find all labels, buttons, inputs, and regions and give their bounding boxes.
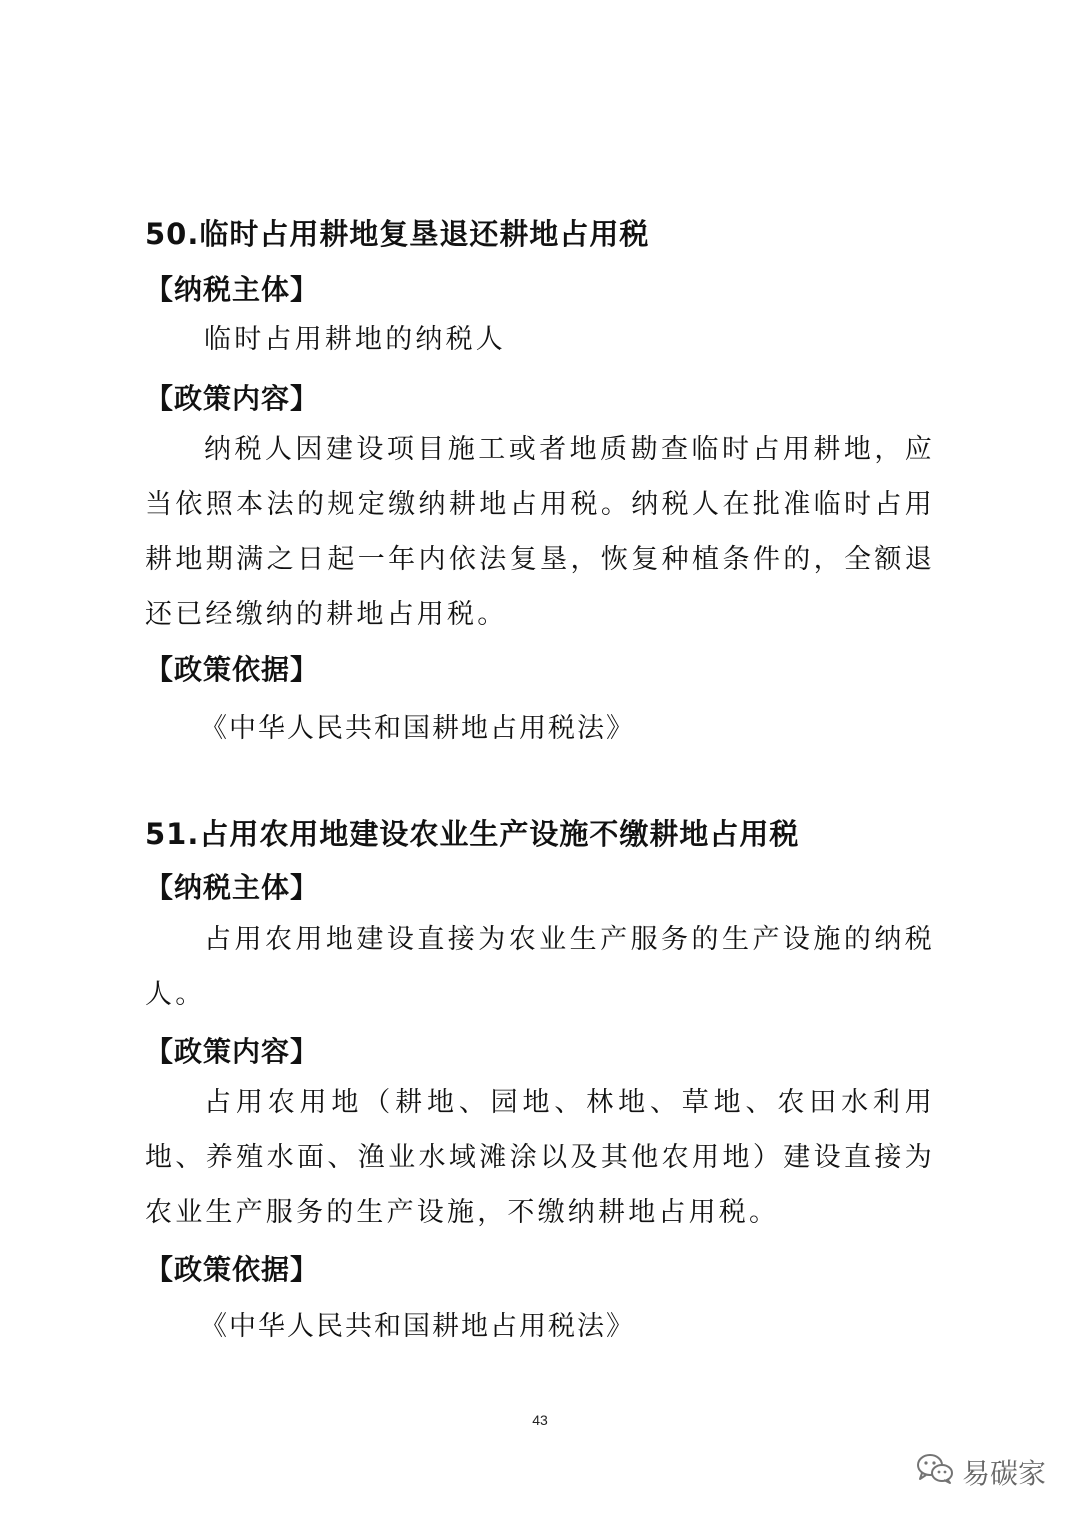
- wechat-icon: [916, 1453, 954, 1492]
- subject-text-50: 临时占用耕地的纳税人: [204, 324, 506, 355]
- subject-text-51: 占用农用地建设直接为农业生产服务的生产设施的纳税人。: [145, 924, 935, 1010]
- basis-heading-50: 【政策依据】: [145, 653, 320, 686]
- subject-heading-50: 【纳税主体】: [145, 273, 320, 306]
- section-title-50: 50.临时占用耕地复垦退还耕地占用税: [145, 217, 650, 251]
- watermark-text: 易碳家: [961, 1457, 1046, 1490]
- content-heading-51: 【政策内容】: [145, 1035, 320, 1068]
- content-text-51: 占用农用地（耕地、园地、林地、草地、农田水利用地、养殖水面、渔业水域滩涂以及其他农用地）建设直接为农业生产服务的生产设施，不缴纳耕地占用税。: [145, 1087, 935, 1228]
- basis-heading-51: 【政策依据】: [145, 1253, 320, 1286]
- page-number: 43: [532, 1412, 548, 1428]
- basis-text-51: 《中华人民共和国耕地占用税法》: [200, 1311, 635, 1342]
- basis-text-50: 《中华人民共和国耕地占用税法》: [200, 713, 635, 744]
- watermark: [916, 1452, 1046, 1492]
- content-text-50: 纳税人因建设项目施工或者地质勘查临时占用耕地，应当依照本法的规定缴纳耕地占用税。纳税人在批准临时占用耕地期满之日起一年内依法复垦，恢复种植条件的，全额退还已经缴纳的耕地占用税。: [145, 434, 935, 630]
- content-heading-50: 【政策内容】: [145, 382, 320, 415]
- subject-heading-51: 【纳税主体】: [145, 871, 320, 904]
- section-title-51: 51.占用农用地建设农业生产设施不缴耕地占用税: [145, 817, 800, 851]
